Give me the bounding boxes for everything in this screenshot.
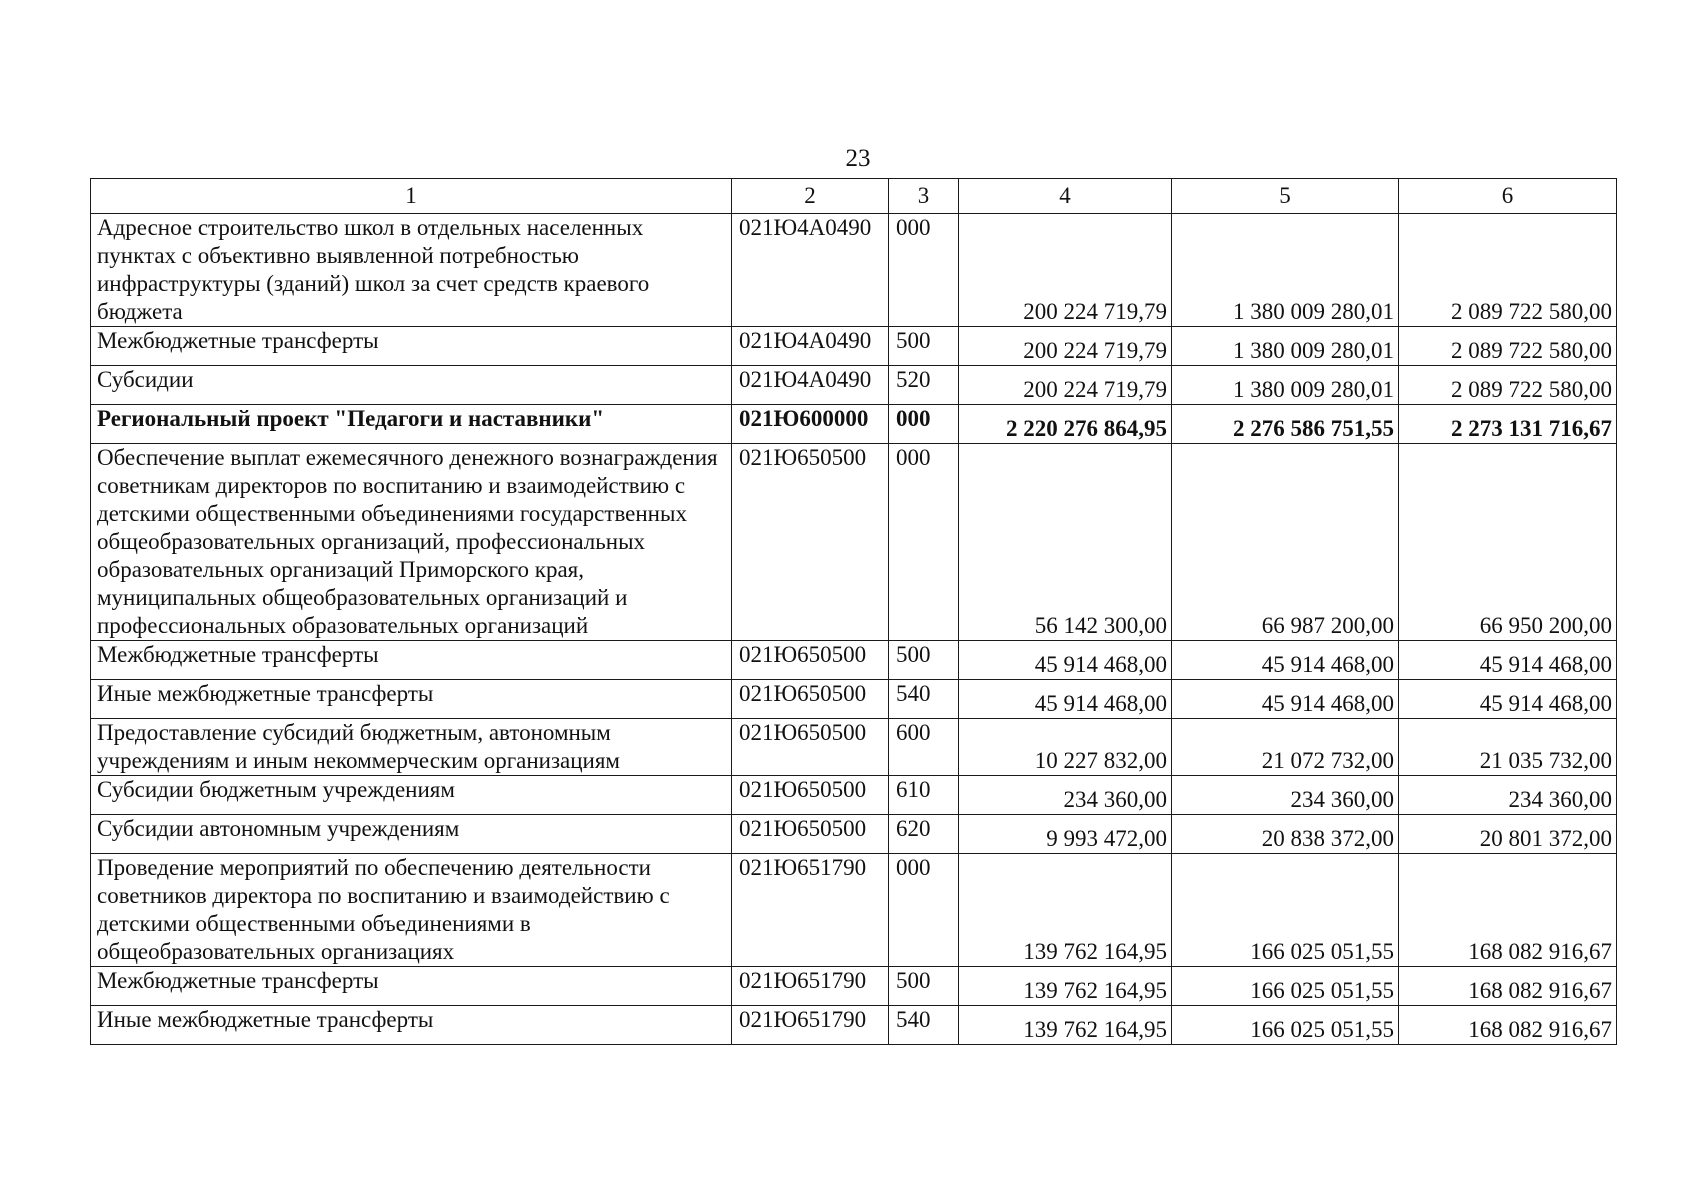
row-code: 021Ю650500 bbox=[732, 680, 889, 719]
table-row bbox=[91, 214, 1617, 327]
table-row bbox=[91, 680, 1617, 719]
row-value-col4: 139 762 164,95 bbox=[959, 854, 1172, 967]
row-value-col4: 10 227 832,00 bbox=[959, 719, 1172, 776]
row-name: Региональный проект "Педагоги и наставники" bbox=[91, 405, 732, 444]
row-value-col4: 200 224 719,79 bbox=[959, 214, 1172, 327]
row-code: 021Ю650500 bbox=[732, 815, 889, 854]
row-value-col6: 2 089 722 580,00 bbox=[1399, 366, 1617, 405]
row-value-col5: 21 072 732,00 bbox=[1172, 719, 1399, 776]
table-header-row bbox=[91, 179, 1617, 214]
row-name: Иные межбюджетные трансферты bbox=[91, 680, 732, 719]
row-code: 021Ю650500 bbox=[732, 719, 889, 776]
row-expense-type: 500 bbox=[889, 327, 959, 366]
row-name: Обеспечение выплат ежемесячного денежного вознаграждения советникам директоров по воспитанию и взаимодействию с детскими общественными объединениями государственных общеобразовательных организаций, профессиональных образовательных организаций Приморского края, муниципальных общеобразовательных организаций и профессиональных образовательных организаций bbox=[91, 444, 732, 641]
row-code: 021Ю650500 bbox=[732, 444, 889, 641]
table-row bbox=[91, 854, 1617, 967]
row-value-col5: 45 914 468,00 bbox=[1172, 680, 1399, 719]
budget-table bbox=[90, 178, 1617, 1045]
row-expense-type: 000 bbox=[889, 405, 959, 444]
column-header: 4 bbox=[959, 179, 1172, 214]
column-header: 2 bbox=[732, 179, 889, 214]
row-value-col4: 234 360,00 bbox=[959, 776, 1172, 815]
row-value-col4: 139 762 164,95 bbox=[959, 1006, 1172, 1045]
row-value-col4: 200 224 719,79 bbox=[959, 366, 1172, 405]
row-expense-type: 610 bbox=[889, 776, 959, 815]
row-name: Адресное строительство школ в отдельных населенных пунктах с объективно выявленной потребностью инфраструктуры (зданий) школ за счет средств краевого бюджета bbox=[91, 214, 732, 327]
row-code: 021Ю600000 bbox=[732, 405, 889, 444]
row-expense-type: 000 bbox=[889, 854, 959, 967]
row-name: Иные межбюджетные трансферты bbox=[91, 1006, 732, 1045]
row-value-col6: 2 273 131 716,67 bbox=[1399, 405, 1617, 444]
row-value-col6: 21 035 732,00 bbox=[1399, 719, 1617, 776]
table-row bbox=[91, 327, 1617, 366]
row-code: 021Ю650500 bbox=[732, 641, 889, 680]
row-expense-type: 500 bbox=[889, 641, 959, 680]
row-value-col4: 56 142 300,00 bbox=[959, 444, 1172, 641]
row-value-col6: 168 082 916,67 bbox=[1399, 1006, 1617, 1045]
row-value-col6: 168 082 916,67 bbox=[1399, 854, 1617, 967]
row-value-col5: 234 360,00 bbox=[1172, 776, 1399, 815]
row-name: Предоставление субсидий бюджетным, автономным учреждениям и иным некоммерческим организациям bbox=[91, 719, 732, 776]
row-name: Субсидии автономным учреждениям bbox=[91, 815, 732, 854]
row-value-col4: 200 224 719,79 bbox=[959, 327, 1172, 366]
row-value-col5: 1 380 009 280,01 bbox=[1172, 214, 1399, 327]
row-code: 021Ю4А0490 bbox=[732, 366, 889, 405]
row-value-col4: 139 762 164,95 bbox=[959, 967, 1172, 1006]
row-expense-type: 520 bbox=[889, 366, 959, 405]
table-row bbox=[91, 719, 1617, 776]
table-row bbox=[91, 967, 1617, 1006]
row-value-col4: 2 220 276 864,95 bbox=[959, 405, 1172, 444]
column-header: 3 bbox=[889, 179, 959, 214]
row-value-col5: 166 025 051,55 bbox=[1172, 854, 1399, 967]
row-value-col5: 2 276 586 751,55 bbox=[1172, 405, 1399, 444]
row-value-col6: 2 089 722 580,00 bbox=[1399, 327, 1617, 366]
row-value-col4: 9 993 472,00 bbox=[959, 815, 1172, 854]
table-row-project bbox=[91, 405, 1617, 444]
row-value-col4: 45 914 468,00 bbox=[959, 680, 1172, 719]
row-expense-type: 600 bbox=[889, 719, 959, 776]
row-expense-type: 000 bbox=[889, 444, 959, 641]
row-code: 021Ю651790 bbox=[732, 854, 889, 967]
row-code: 021Ю4А0490 bbox=[732, 214, 889, 327]
row-expense-type: 000 bbox=[889, 214, 959, 327]
row-name: Межбюджетные трансферты bbox=[91, 327, 732, 366]
table-row bbox=[91, 776, 1617, 815]
row-value-col6: 45 914 468,00 bbox=[1399, 680, 1617, 719]
row-expense-type: 620 bbox=[889, 815, 959, 854]
row-value-col6: 2 089 722 580,00 bbox=[1399, 214, 1617, 327]
column-header: 1 bbox=[91, 179, 732, 214]
table-row bbox=[91, 815, 1617, 854]
row-code: 021Ю651790 bbox=[732, 967, 889, 1006]
row-name: Субсидии бюджетным учреждениям bbox=[91, 776, 732, 815]
row-expense-type: 500 bbox=[889, 967, 959, 1006]
row-value-col4: 45 914 468,00 bbox=[959, 641, 1172, 680]
row-value-col5: 166 025 051,55 bbox=[1172, 1006, 1399, 1045]
row-expense-type: 540 bbox=[889, 680, 959, 719]
row-value-col5: 45 914 468,00 bbox=[1172, 641, 1399, 680]
row-name: Межбюджетные трансферты bbox=[91, 641, 732, 680]
page-number: 23 bbox=[845, 145, 871, 172]
table-row bbox=[91, 444, 1617, 641]
row-value-col6: 66 950 200,00 bbox=[1399, 444, 1617, 641]
row-value-col5: 166 025 051,55 bbox=[1172, 967, 1399, 1006]
table-row bbox=[91, 366, 1617, 405]
row-value-col6: 168 082 916,67 bbox=[1399, 967, 1617, 1006]
row-value-col5: 1 380 009 280,01 bbox=[1172, 366, 1399, 405]
row-expense-type: 540 bbox=[889, 1006, 959, 1045]
row-name: Проведение мероприятий по обеспечению деятельности советников директора по воспитанию и взаимодействию с детскими общественными объединениями в общеобразовательных организациях bbox=[91, 854, 732, 967]
row-name: Межбюджетные трансферты bbox=[91, 967, 732, 1006]
row-value-col6: 20 801 372,00 bbox=[1399, 815, 1617, 854]
table-row bbox=[91, 641, 1617, 680]
row-value-col5: 20 838 372,00 bbox=[1172, 815, 1399, 854]
column-header: 5 bbox=[1172, 179, 1399, 214]
row-value-col5: 66 987 200,00 bbox=[1172, 444, 1399, 641]
row-code: 021Ю4А0490 bbox=[732, 327, 889, 366]
row-code: 021Ю651790 bbox=[732, 1006, 889, 1045]
row-code: 021Ю650500 bbox=[732, 776, 889, 815]
table-row bbox=[91, 1006, 1617, 1045]
row-value-col5: 1 380 009 280,01 bbox=[1172, 327, 1399, 366]
row-value-col6: 45 914 468,00 bbox=[1399, 641, 1617, 680]
row-name: Субсидии bbox=[91, 366, 732, 405]
row-value-col6: 234 360,00 bbox=[1399, 776, 1617, 815]
column-header: 6 bbox=[1399, 179, 1617, 214]
